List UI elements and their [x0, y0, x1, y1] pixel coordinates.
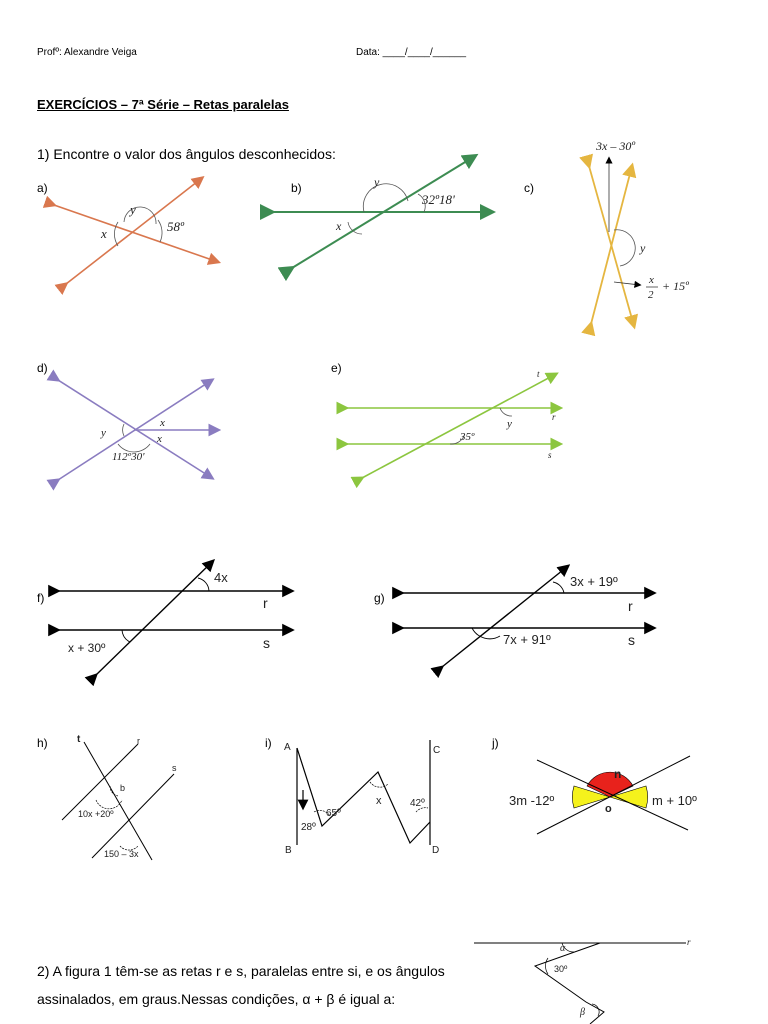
- d-y-label: y: [101, 427, 106, 439]
- label-e: e): [331, 361, 342, 375]
- label-h: h): [37, 736, 48, 750]
- i-C-label: C: [433, 745, 441, 756]
- label-j: j): [492, 736, 499, 750]
- b-x-label: x: [336, 219, 342, 233]
- fig2-alpha-label: α: [560, 943, 566, 954]
- question-2-line-2: assinalados, em graus.Nessas condições, α + β é igual a:: [37, 991, 396, 1007]
- h-a2-label: 150 – 3x: [104, 849, 139, 859]
- i-x-label: x: [376, 795, 382, 807]
- g-r-label: r: [628, 598, 633, 614]
- c-frac-den: 2: [648, 289, 654, 301]
- d-angle-label: 112º30': [112, 451, 145, 463]
- h-r-label: r: [137, 736, 140, 746]
- fig2-r-label: r: [687, 937, 691, 947]
- c-frac-num: x: [649, 274, 654, 286]
- a-y-label: y: [130, 202, 136, 217]
- label-g: g): [374, 591, 385, 605]
- question-2-line-1: 2) A figura 1 têm-se as retas r e s, paralelas entre si, e os ângulos: [37, 963, 445, 979]
- g-s-label: s: [628, 632, 635, 648]
- i-a3-label: 42º: [410, 798, 425, 809]
- date-field: Data: ____/____/______: [356, 47, 467, 58]
- label-i: i): [265, 736, 272, 750]
- c-top-label: 3x – 30º: [596, 139, 636, 153]
- h-t-label: t: [77, 734, 81, 745]
- h-a1-label: 10x +20º: [78, 809, 114, 819]
- label-c: c): [524, 181, 534, 195]
- f-s-label: s: [263, 635, 270, 651]
- fig2-angle-label: 30º: [554, 964, 568, 974]
- e-y-label: y: [507, 418, 512, 430]
- e-t-label: t: [537, 369, 540, 379]
- label-d: d): [37, 361, 48, 375]
- f-r-label: r: [263, 595, 268, 611]
- e-r-label: r: [552, 412, 556, 422]
- i-a1-label: 28º: [301, 822, 316, 833]
- h-s-label: s: [172, 763, 177, 773]
- b-angle-label: 32º18': [422, 192, 455, 207]
- c-frac-rest: + 15º: [662, 279, 689, 293]
- j-left-label: 3m -12º: [509, 793, 555, 808]
- c-y-label: y: [640, 241, 646, 255]
- label-b: b): [291, 181, 302, 195]
- a-x-label: x: [101, 226, 107, 241]
- b-y-label: y: [374, 175, 380, 189]
- j-n-label: n: [614, 767, 622, 781]
- h-b-label: b: [120, 783, 126, 793]
- question-1-prompt: 1) Encontre o valor dos ângulos desconhecidos:: [37, 146, 336, 162]
- j-right-label: m + 10º: [652, 793, 697, 808]
- d-x2-label: x: [157, 433, 162, 445]
- j-o-label: o: [605, 803, 612, 815]
- e-angle-label: 35º: [460, 431, 475, 443]
- g-bottom-label: 7x + 91º: [503, 632, 551, 647]
- i-A-label: A: [284, 742, 291, 753]
- g-top-label: 3x + 19º: [570, 574, 618, 589]
- i-a2-label: 65º: [326, 808, 341, 819]
- label-f: f): [37, 591, 45, 605]
- f-top-label: 4x: [214, 570, 228, 585]
- f-bottom-label: x + 30º: [68, 641, 106, 655]
- d-x1-label: x: [160, 417, 165, 429]
- fig2-beta-label: β: [580, 1007, 585, 1018]
- a-angle-label: 58º: [167, 219, 185, 234]
- label-a: a): [37, 181, 48, 195]
- i-D-label: D: [432, 845, 440, 856]
- teacher-name: Profº: Alexandre Veiga: [37, 47, 137, 58]
- e-s-label: s: [548, 450, 552, 460]
- i-B-label: B: [285, 845, 292, 856]
- page-title: EXERCÍCIOS – 7ª Série – Retas paralelas: [37, 97, 289, 112]
